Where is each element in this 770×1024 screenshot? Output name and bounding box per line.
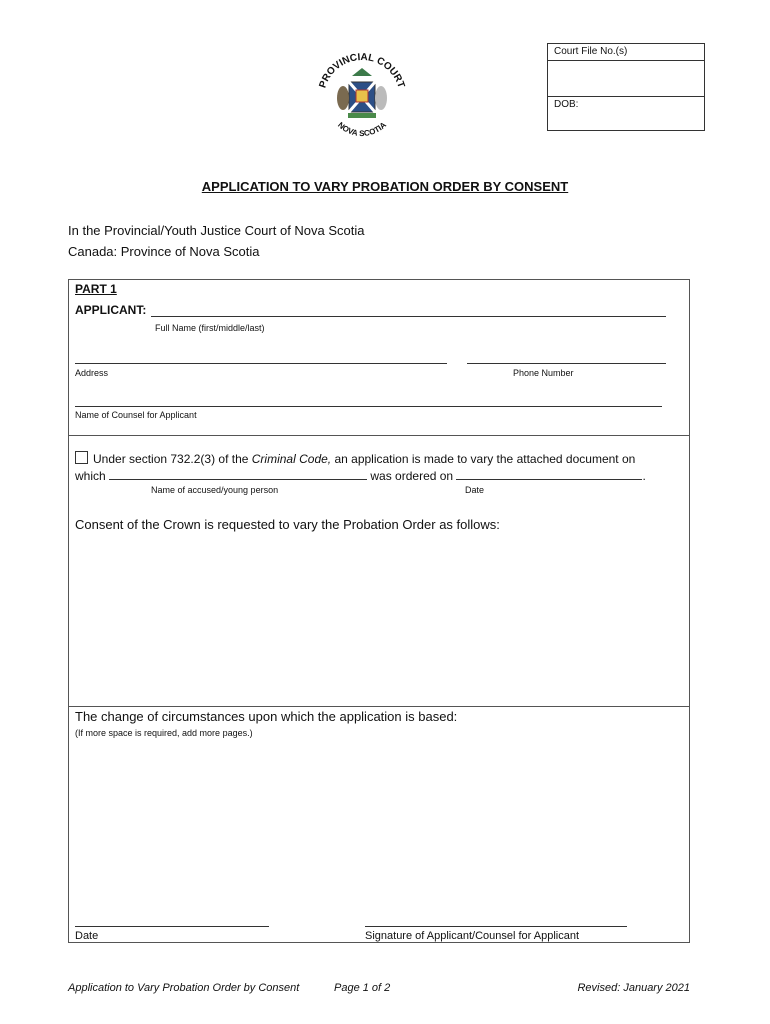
date-signed-field[interactable] [75,914,269,927]
footer-page-number: Page 1 of 2 [334,982,391,994]
divider-1 [69,435,689,436]
court-file-label-row [548,44,704,61]
address-field[interactable] [75,351,447,364]
section-text-after: an application is made to vary the attached document on [331,452,636,466]
full-name-caption: Full Name (first/middle/last) [155,323,265,333]
court-line-jurisdiction: In the Provincial/Youth Justice Court of Nova Scotia [68,223,365,238]
which-line [75,467,685,483]
applicant-label: APPLICANT: [75,303,147,317]
seal-top-text: PROVINCIAL COURT [317,51,407,90]
dob-field[interactable] [582,96,704,130]
accused-caption: Name of accused/young person [151,485,279,495]
ordered-on-label: was ordered on [370,469,454,483]
change-heading: The change of circumstances upon which the application is based: [75,709,458,724]
court-file-number-field[interactable] [548,60,704,97]
which-label: which [75,469,106,483]
court-file-box [547,43,705,131]
consent-details-field[interactable] [75,538,683,702]
court-info [68,220,365,262]
court-seal-graphic [312,46,412,146]
dob-label: DOB: [554,99,579,110]
page-title: APPLICATION TO VARY PROBATION ORDER BY CONSENT [201,179,569,194]
accused-name-field[interactable] [109,467,367,480]
order-date-caption: Date [465,485,485,495]
svg-text:NOVA SCOTIA [336,120,388,138]
footer-form-name: Application to Vary Probation Order by Consent [68,982,300,994]
phone-caption: Phone Number [513,368,574,378]
divider-2 [69,706,689,707]
signature-caption: Signature of Applicant/Counsel for Applicant [365,930,580,942]
address-caption: Address [75,368,109,378]
order-date-field[interactable] [456,467,642,480]
court-line-province: Canada: Province of Nova Scotia [68,244,260,259]
section-statement [75,451,685,466]
signature-field[interactable] [365,914,627,927]
date-caption: Date [75,930,99,942]
court-file-label: Court File No.(s) [554,46,628,57]
form-frame [68,279,690,943]
consent-heading: Consent of the Crown is requested to vary the Probation Order as follows: [75,517,500,532]
part1-heading: PART 1 [75,282,117,296]
section-text-before: Under section 732.2(3) of the [93,452,252,466]
change-note: (If more space is required, add more pages.) [75,728,253,738]
phone-field[interactable] [467,351,666,364]
seal-bottom-text: NOVA SCOTIA [336,120,388,139]
criminal-code-text: Criminal Code, [251,452,332,466]
section-checkbox[interactable] [75,451,88,464]
court-seal [312,46,412,146]
period: . [642,469,646,483]
applicant-name-field[interactable] [151,304,666,317]
counsel-caption: Name of Counsel for Applicant [75,410,197,420]
counsel-field[interactable] [75,394,662,407]
change-details-field[interactable] [75,744,683,910]
footer-revised-date: Revised: January 2021 [577,982,690,994]
